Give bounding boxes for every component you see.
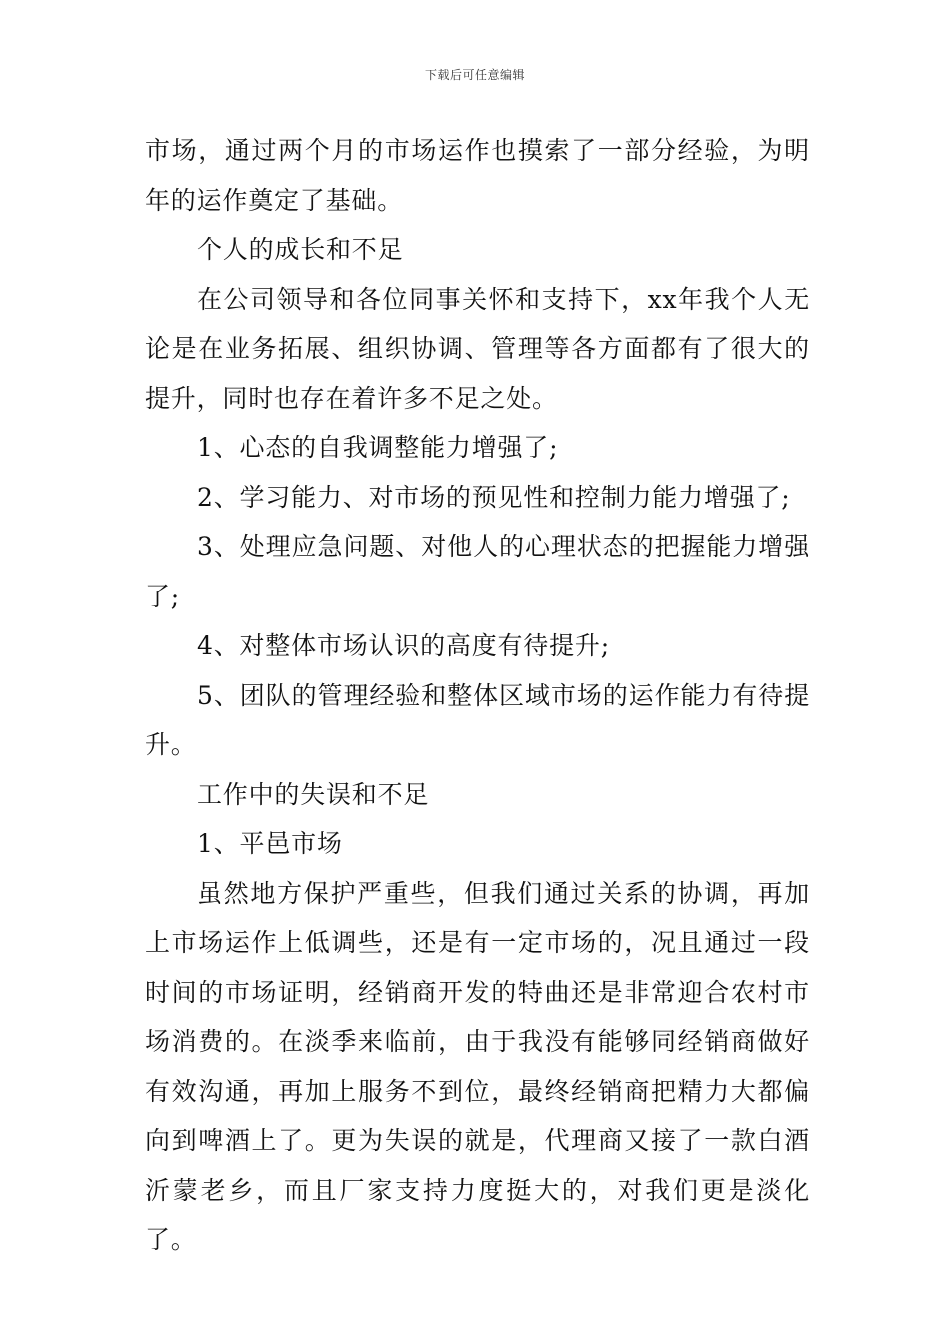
paragraph-11: 虽然地方保护严重些，但我们通过关系的协调，再加上市场运作上低调些，还是有一定市场的，况且通过一段时间的市场证明，经销商开发的特曲还是非常迎合农村市场消费的。在淡季来临前，由于我没有能够同经销商做好有效沟通，再加上服务不到位，最终经销商把精力大都偏向到啤酒上了。更为失误的就是，代理商又接了一款白酒沂蒙老乡，而且厂家支持力度挺大的，对我们更是淡化了。 <box>145 878 810 1254</box>
section-heading-mistakes: 工作中的失误和不足 <box>197 779 430 809</box>
document-body <box>145 126 810 1265</box>
list-item-1: 1、心态的自我调整能力增强了; <box>197 433 559 462</box>
header-note: 下载后可任意编辑 <box>424 68 525 82</box>
list-item-3: 3、处理应急问题、对他人的心理状态的把握能力增强了; <box>145 532 810 611</box>
subheading-pingyi-market: 1、平邑市场 <box>197 829 343 858</box>
section-heading-growth: 个人的成长和不足 <box>197 235 404 264</box>
paragraph-1: 市场，通过两个月的市场运作也摸索了一部分经验，为明年的运作奠定了基础。 <box>145 136 810 215</box>
paragraph-3: 在公司领导和各位同事关怀和支持下，xx年我个人无论是在业务拓展、组织协调、管理等各方面都有了很大的提升，同时也存在着许多不足之处。 <box>145 284 810 413</box>
list-item-5: 5、团队的管理经验和整体区域市场的运作能力有待提升。 <box>145 680 810 759</box>
list-item-4: 4、对整体市场认识的高度有待提升; <box>197 631 610 660</box>
list-item-2: 2、学习能力、对市场的预见性和控制力能力增强了; <box>197 482 791 512</box>
